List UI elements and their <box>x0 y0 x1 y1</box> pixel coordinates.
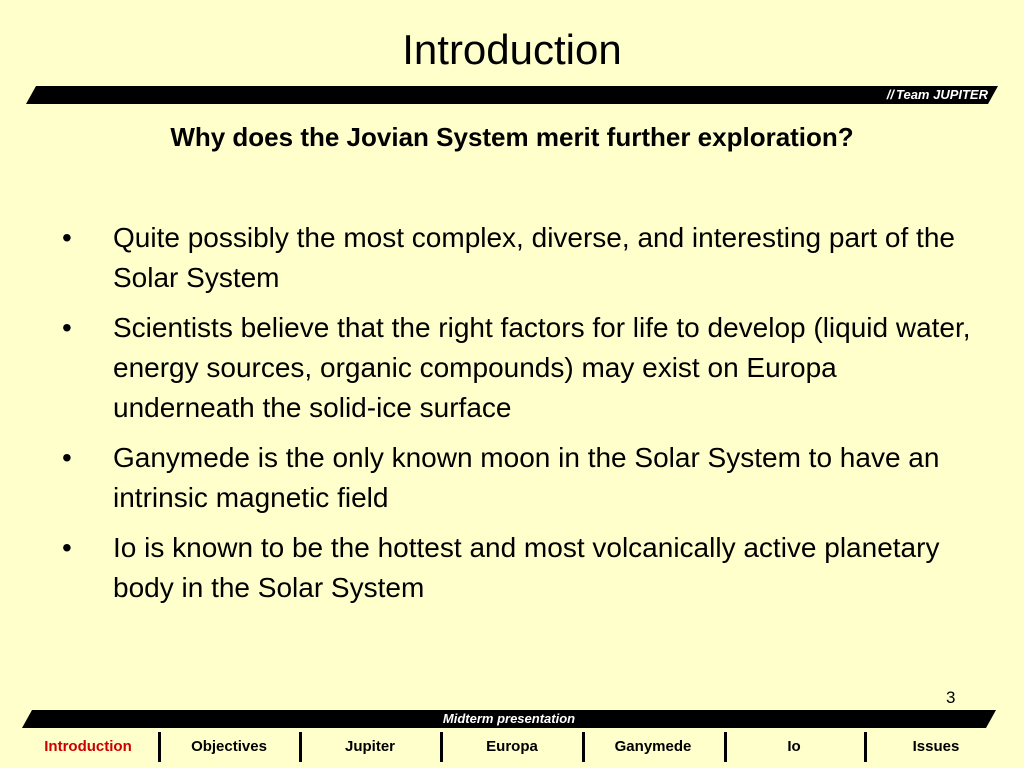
team-label-text: Team JUPITER <box>896 87 988 102</box>
nav-item-jupiter[interactable]: Jupiter <box>344 738 395 755</box>
nav-item-europa[interactable]: Europa <box>486 738 538 755</box>
header-bar <box>26 86 998 104</box>
bullet-text: Quite possibly the most complex, diverse, and interesting part of the Solar System <box>113 222 955 293</box>
bullet-item <box>62 528 972 608</box>
nav-item-io[interactable]: Io <box>787 738 801 755</box>
bullet-text: Io is known to be the hottest and most volcanically active planetary body in the Solar System <box>113 532 940 603</box>
bullet-list <box>62 218 972 618</box>
header-bar-shape <box>26 86 998 104</box>
slide-subtitle: Why does the Jovian System merit further exploration? <box>170 122 854 152</box>
bullet-item <box>62 218 972 298</box>
bullet-icon: • <box>62 442 72 473</box>
bullet-text: Scientists believe that the right factors for life to develop (liquid water, energy sources, organic compounds) may exist on Europa underneath the solid-ice surface <box>113 312 971 423</box>
nav-item-issues[interactable]: Issues <box>912 738 960 755</box>
bullet-icon: • <box>62 312 72 343</box>
section-nav <box>18 732 1018 764</box>
nav-item-objectives[interactable]: Objectives <box>191 738 267 755</box>
bullet-icon: • <box>62 532 72 563</box>
bullet-item <box>62 438 972 518</box>
team-label <box>887 87 988 103</box>
team-label-slashes: // <box>886 87 894 102</box>
nav-item-ganymede[interactable]: Ganymede <box>614 738 692 755</box>
bullet-icon: • <box>62 222 72 253</box>
nav-item-introduction[interactable]: Introduction <box>44 738 132 755</box>
footer-bar <box>22 710 996 728</box>
slide-title: Introduction <box>402 26 622 73</box>
page-number: 3 <box>946 688 956 707</box>
bullet-item <box>62 308 972 428</box>
bullet-text: Ganymede is the only known moon in the Solar System to have an intrinsic magnetic field <box>113 442 940 513</box>
footer-label: Midterm presentation <box>442 711 576 726</box>
